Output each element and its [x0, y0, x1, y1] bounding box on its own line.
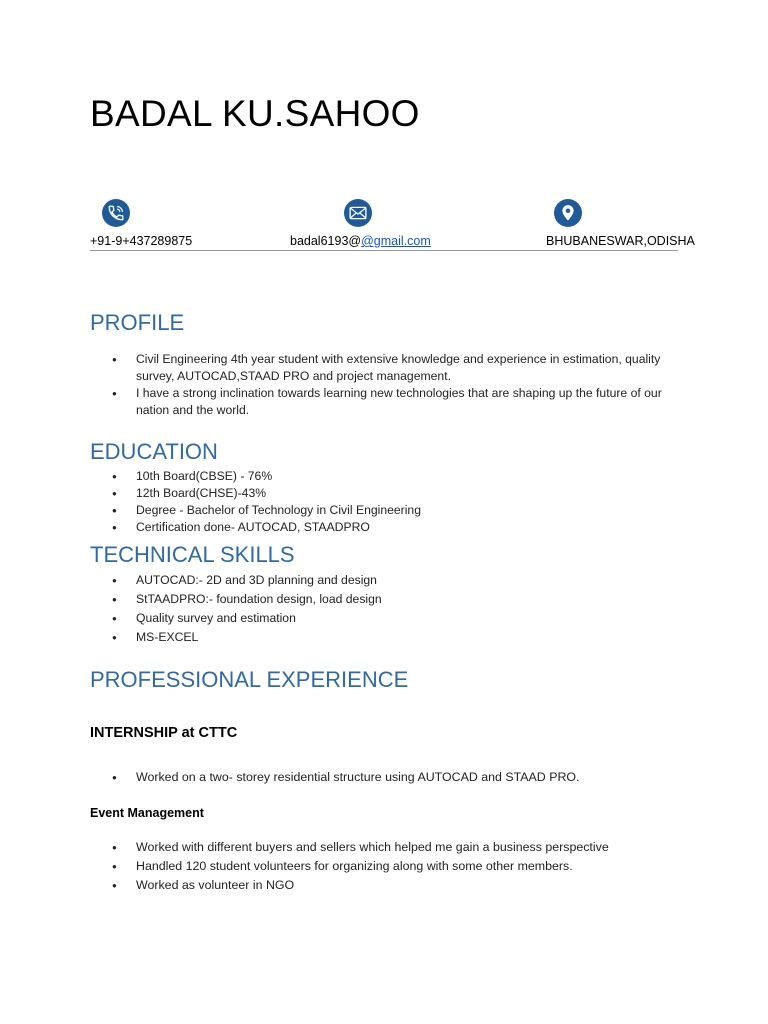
list-item: ● Civil Engineering 4th year student with extensive knowledge and experience in estimation, quality survey, AUTOCAD,STAAD PRO and project management.	[112, 351, 682, 385]
location-text: BHUBANESWAR,ODISHA	[546, 234, 695, 248]
phone-icon	[102, 199, 130, 227]
list-item: ● AUTOCAD:- 2D and 3D planning and design	[112, 571, 672, 590]
phone-number: +91-9+437289875	[90, 234, 193, 248]
list-item: ● Worked on a two- storey residential structure using AUTOCAD and STAAD PRO.	[112, 768, 712, 787]
education-list	[112, 468, 672, 536]
internship-list	[112, 768, 712, 787]
profile-heading: PROFILE	[90, 310, 185, 335]
event-management-list	[112, 838, 712, 895]
skills-list	[112, 571, 672, 647]
event-management-title: Event Management	[90, 806, 204, 820]
internship-title: INTERNSHIP at CTTC	[90, 725, 238, 741]
list-item: ● Quality survey and estimation	[112, 609, 672, 628]
email-link[interactable]: @gmail.com	[361, 234, 431, 248]
list-item: ● 12th Board(CHSE)-43%	[112, 485, 672, 502]
envelope-icon	[344, 199, 372, 227]
list-item: ● Certification done- AUTOCAD, STAADPRO	[112, 519, 672, 536]
list-item: ● 10th Board(CBSE) - 76%	[112, 468, 672, 485]
candidate-name: BADAL KU.SAHOO	[90, 93, 420, 134]
list-item: ● Degree - Bachelor of Technology in Civil Engineering	[112, 502, 672, 519]
education-heading: EDUCATION	[90, 439, 218, 464]
list-item: ● Worked as volunteer in NGO	[112, 876, 712, 895]
email-prefix: badal6193@	[290, 234, 362, 248]
professional-experience-heading: PROFESSIONAL EXPERIENCE	[90, 667, 409, 692]
list-item: ● MS-EXCEL	[112, 628, 672, 647]
email-address	[290, 234, 431, 248]
list-item: ● StTAADPRO:- foundation design, load design	[112, 590, 672, 609]
location-pin-icon	[554, 199, 582, 227]
technical-skills-heading: TECHNICAL SKILLS	[90, 542, 295, 567]
header-divider	[90, 250, 678, 251]
list-item: ● Handled 120 student volunteers for organizing along with some other members.	[112, 857, 712, 876]
list-item: ● I have a strong inclination towards learning new technologies that are shaping up the future of our nation and the world.	[112, 385, 682, 419]
list-item: ● Worked with different buyers and sellers which helped me gain a business perspective	[112, 838, 712, 857]
profile-list	[112, 351, 682, 419]
